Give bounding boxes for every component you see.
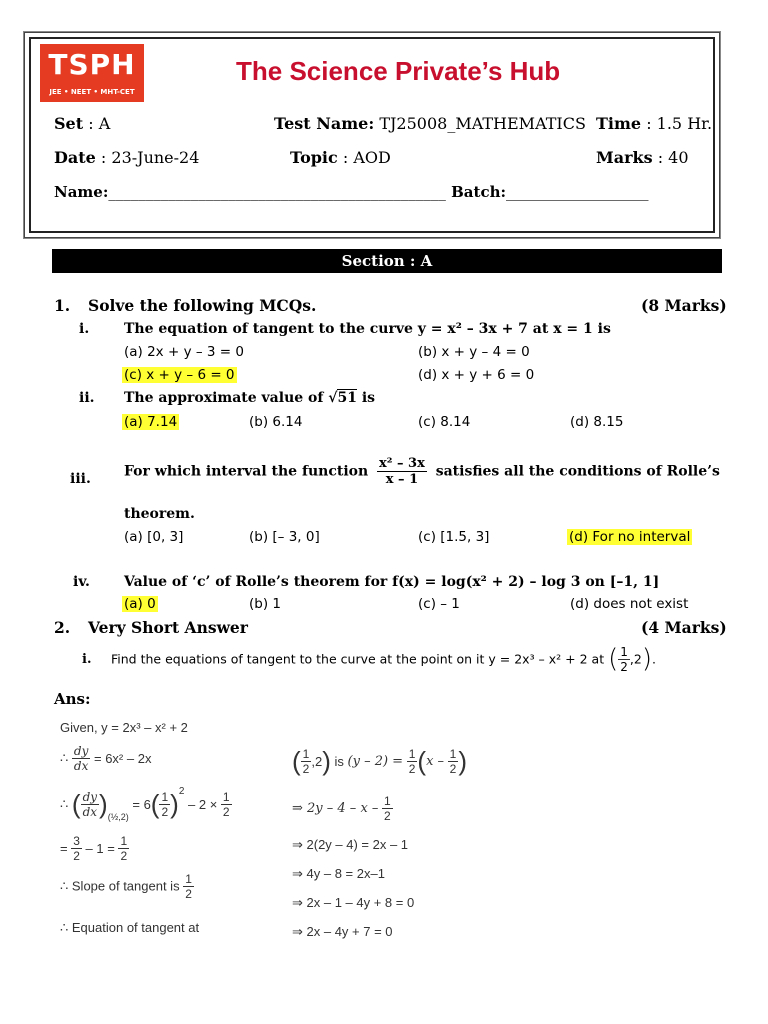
lparen-1: ( (71, 789, 81, 820)
q1-iv-text: Value of ‘c’ of Rolle’s theorem for f(x) = log(x² + 2) – log 3 on [–1, 1] (124, 574, 660, 590)
q2-i-text: Find the equations of tangent to the curve at the point on it y = 2x³ – x² + 2 at ( $\frac{1}{2}$ ,2). (111, 644, 656, 674)
set-value: : A (88, 114, 111, 133)
time-label: Time (596, 114, 642, 133)
sol-step3: ⇒ 4y – 8 = 2x–1 (292, 866, 385, 881)
q1-iii-option-b: (b) [– 3, 0] (249, 529, 320, 545)
q2-point-den: 2 (620, 659, 628, 674)
close-paren: ) (641, 644, 652, 674)
q1-iv-option-b: (b) 1 (249, 596, 281, 612)
dy-dx-fraction (72, 744, 90, 773)
test-name-value: TJ25008_MATHEMATICS (379, 114, 586, 133)
lparen-3: ( (292, 746, 301, 776)
lparen-4: ( (417, 746, 427, 776)
q2-point-y: ,2 (629, 651, 642, 667)
three-num: 3 (73, 834, 80, 848)
q1-ii-option-a: (a) 7.14 (124, 414, 178, 430)
q1-iii-text (124, 456, 720, 487)
section-title: Section : A (52, 249, 722, 273)
set-label: Set (54, 114, 84, 133)
q1-i-option-b: (b) x + y – 4 = 0 (418, 344, 530, 360)
point-y: ,2 (311, 754, 323, 769)
sol-step5: ⇒ 2x – 4y + 7 = 0 (292, 924, 393, 939)
sol-step2: ⇒ 2(2y – 4) = 2x – 1 (292, 837, 409, 852)
q1-iii-fraction (377, 456, 427, 487)
derivative-rhs: = 6x² – 2x (94, 751, 152, 766)
dy-text-2: dy (82, 790, 98, 805)
half-fraction-4 (183, 872, 194, 901)
dy-dx-fraction-2 (81, 790, 99, 819)
q1-ii-option-b: (b) 6.14 (249, 414, 303, 430)
q1-iii-number: iii. (70, 471, 91, 487)
q1-iii-option-d: (d) For no interval (569, 529, 691, 545)
sol-tangent-equation (292, 746, 467, 777)
half-den-7: 2 (384, 809, 391, 823)
q1-i-option-d: (d) x + y + 6 = 0 (418, 367, 535, 383)
batch-blank: ___________________ (506, 183, 649, 201)
ans-label: Ans: (54, 690, 91, 708)
minus-one: – 1 = (85, 841, 115, 856)
q1-number: 1. (54, 296, 71, 315)
logo-tagline: JEE • NEET • MHT-CET (49, 88, 135, 96)
half-num-7: 1 (384, 794, 391, 808)
q1-ii-option-c: (c) 8.14 (418, 414, 471, 430)
q2-marks: (4 Marks) (641, 618, 727, 637)
x-minus: x – (426, 754, 445, 769)
q2-i-number: i. (82, 652, 92, 667)
set-field (54, 114, 110, 133)
date-field (54, 148, 199, 167)
test-name-label: Test Name: (274, 114, 375, 133)
half-num-6: 1 (449, 747, 457, 761)
three-den: 2 (73, 849, 80, 863)
half-den-6: 2 (449, 762, 457, 776)
rparen-4: ) (458, 746, 468, 776)
half-den: 2 (161, 805, 169, 820)
date-label: Date (54, 148, 96, 167)
page-title: The Science Private’s Hub (236, 56, 561, 86)
dx-text-2: dx (82, 805, 98, 820)
equals-sign: = (60, 841, 68, 856)
q1-ii-text-before: The approximate value of (124, 390, 324, 406)
q1-iv-number: iv. (73, 574, 90, 590)
sol-slope-text (60, 872, 194, 901)
marks-field (596, 148, 689, 167)
step1-text: ⇒ 2y – 4 – x – (292, 801, 379, 816)
slope-text: ∴ Slope of tangent is (60, 878, 180, 894)
time-value: : 1.5 Hr. (646, 114, 713, 133)
q1-i-text: The equation of tangent to the curve y = x² – 3x + 7 at x = 1 is (124, 321, 611, 337)
q1-iii-fraction-den: x – 1 (385, 472, 419, 487)
sqrt-value: 51 (337, 390, 357, 406)
sol-given: Given, y = 2x³ – x² + 2 (60, 720, 188, 735)
dy-text: dy (73, 744, 89, 758)
rparen-3: ) (322, 746, 331, 776)
marks-label: Marks (596, 148, 653, 167)
half-den-4: 2 (185, 887, 192, 901)
half-num-2: 1 (222, 790, 230, 805)
tangent-lhs: (y – 2) = (347, 754, 404, 769)
name-blank: _____________________________________________ (108, 183, 446, 201)
name-batch-row (54, 183, 649, 201)
sol-equation-text: ∴ Equation of tangent at (60, 920, 200, 935)
q2-point-num: 1 (620, 644, 628, 659)
q1-iv-option-c: (c) – 1 (418, 596, 460, 612)
half-den-5: 2 (408, 762, 416, 776)
half-num-4: 1 (185, 872, 192, 886)
half-fraction-2 (221, 790, 232, 819)
q2-i-text-main: Find the equations of tangent to the curve at the point on it y = 2x³ – x² + 2 at (111, 651, 605, 667)
half-fraction-7 (382, 794, 393, 823)
half-num-5: 1 (408, 747, 416, 761)
three-halves (71, 834, 82, 863)
half-num-3: 1 (120, 834, 128, 848)
q1-ii-option-d: (d) 8.15 (570, 414, 624, 430)
date-value: : 23-June-24 (100, 148, 200, 167)
open-paren: ( (608, 644, 619, 674)
sub-point: (½,2) (107, 812, 129, 822)
q1-text: Solve the following MCQs. (88, 296, 317, 315)
topic-label: Topic (290, 148, 338, 167)
q1-marks: (8 Marks) (641, 296, 727, 315)
dx-text: dx (73, 759, 89, 773)
sol-step1 (292, 794, 393, 823)
q1-iii-text-line2: theorem. (124, 506, 195, 522)
q1-iii-fraction-num: x² – 3x (379, 456, 425, 471)
test-name-field (274, 114, 586, 133)
therefore-symbol-2: ∴ (60, 796, 69, 812)
q1-i-number: i. (79, 321, 90, 337)
q1-ii-number: ii. (79, 390, 95, 406)
rparen-2: ) (170, 789, 179, 820)
sol-step4: ⇒ 2x – 1 – 4y + 8 = 0 (292, 895, 415, 910)
point-x-fraction (301, 747, 312, 776)
q1-iii-text-after: satisfies all the conditions of Rolle’s (435, 463, 720, 480)
exponent-2: 2 (178, 786, 185, 797)
q2-point-fraction (618, 645, 630, 674)
point-x-den: 2 (302, 762, 310, 776)
sol-slope-value (60, 834, 129, 863)
rhs-minus: – 2 × (188, 797, 218, 813)
q1-i-option-a: (a) 2x + y – 3 = 0 (124, 344, 244, 360)
tsph-logo (40, 44, 144, 102)
rhs-six: = 6 (132, 797, 151, 813)
point-x-num: 1 (302, 747, 310, 761)
half-fraction (159, 790, 170, 819)
half-num: 1 (161, 790, 169, 805)
half-fraction-3 (118, 834, 129, 863)
half-fraction-6 (448, 747, 459, 776)
q1-iii-text-before: For which interval the function (124, 463, 369, 480)
q1-iv-option-a: (a) 0 (124, 596, 156, 612)
q1-iv-option-d: (d) does not exist (570, 596, 689, 612)
lparen-2: ( (150, 789, 160, 820)
sqrt-symbol: √ (328, 390, 338, 406)
q2-number: 2. (54, 618, 71, 637)
name-label: Name: (54, 183, 109, 201)
marks-value: : 40 (657, 148, 689, 167)
is-text: is (334, 754, 344, 769)
q1-ii-text-after: is (361, 390, 376, 406)
q2-text: Very Short Answer (88, 618, 248, 637)
logo-text: TSPH (48, 48, 136, 81)
q1-i-option-c: (c) x + y – 6 = 0 (124, 367, 235, 383)
sol-derivative (60, 744, 151, 773)
q1-iii-option-c: (c) [1.5, 3] (418, 529, 490, 545)
q1-iii-option-a: (a) [0, 3] (124, 529, 184, 545)
half-den-3: 2 (120, 849, 128, 863)
time-field (596, 114, 712, 133)
q1-ii-text (124, 390, 375, 406)
half-fraction-5 (407, 747, 418, 776)
rparen-1: ) (99, 789, 108, 820)
topic-field (290, 148, 391, 167)
batch-label: Batch: (451, 183, 507, 201)
half-den-2: 2 (222, 805, 230, 820)
therefore-symbol: ∴ (60, 750, 69, 766)
sol-derivative-at-point (60, 786, 232, 822)
topic-value: : AOD (342, 148, 391, 167)
